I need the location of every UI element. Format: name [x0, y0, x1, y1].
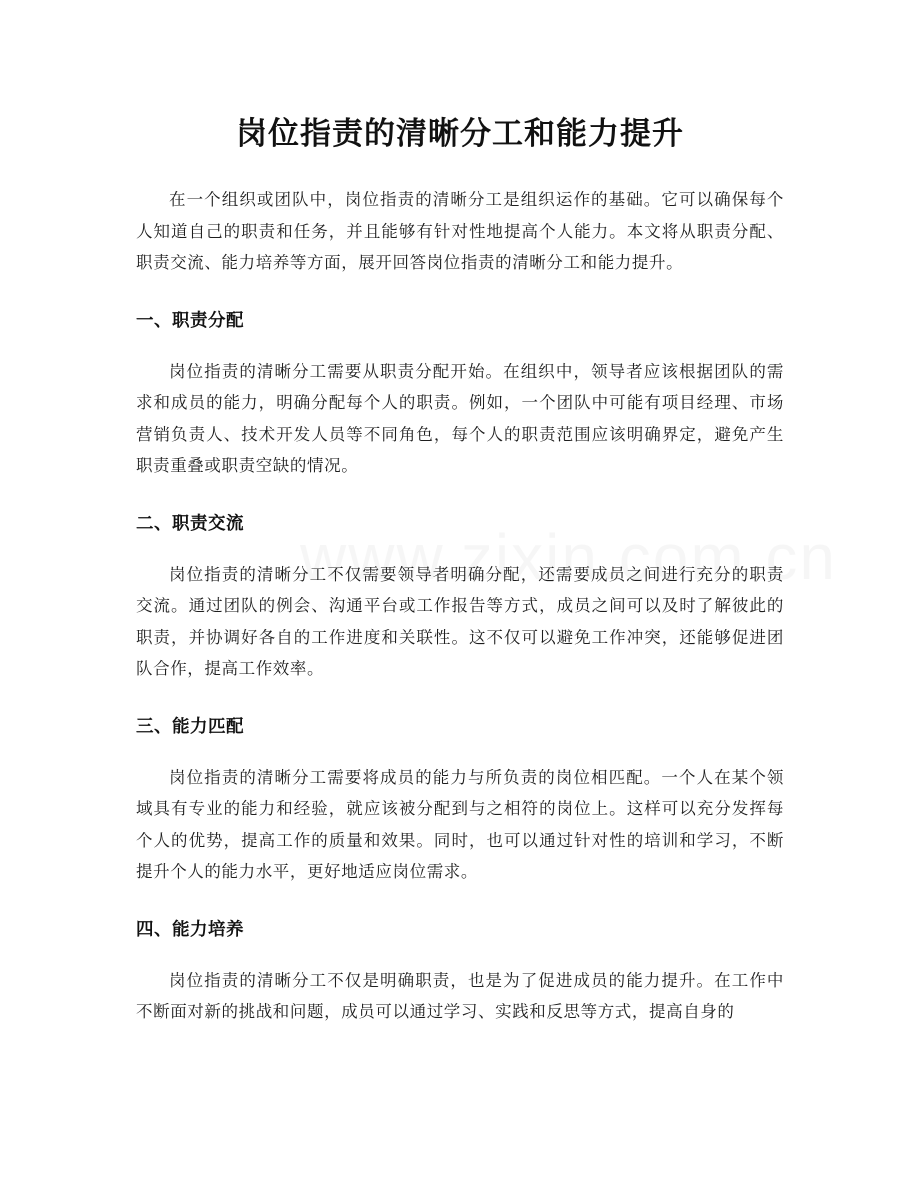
section-heading: 三、能力匹配	[136, 716, 244, 737]
document-title: 岗位指责的清晰分工和能力提升	[236, 116, 684, 152]
section-responsibility-allocation	[136, 307, 784, 482]
section-ability-development	[136, 916, 784, 1028]
document-body	[136, 184, 784, 1028]
section-paragraph: 岗位指责的清晰分工不仅需要领导者明确分配，还需要成员之间进行充分的职责交流。通过团队的例会、沟通平台或工作报告等方式，成员之间可以及时了解彼此的职责，并协调好各自的工作进度和关联性。这不仅可以避免工作冲突，还能够促进团队合作，提高工作效率。	[136, 564, 784, 678]
section-paragraph: 岗位指责的清晰分工需要将成员的能力与所负责的岗位相匹配。一个人在某个领域具有专业的能力和经验，就应该被分配到与之相符的岗位上。这样可以充分发挥每个人的优势，提高工作的质量和效果。同时，也可以通过针对性的培训和学习，不断提升个人的能力水平，更好地适应岗位需求。	[136, 767, 784, 881]
section-heading: 二、职责交流	[136, 513, 244, 534]
section-responsibility-communication	[136, 510, 784, 685]
section-paragraph: 岗位指责的清晰分工不仅是明确职责，也是为了促进成员的能力提升。在工作中不断面对新的挑战和问题，成员可以通过学习、实践和反思等方式，提高自身的	[136, 970, 784, 1021]
intro-paragraph: 在一个组织或团队中，岗位指责的清晰分工是组织运作的基础。它可以确保每个人知道自己的职责和任务，并且能够有针对性地提高个人能力。本文将从职责分配、职责交流、能力培养等方面，展开回答岗位指责的清晰分工和能力提升。	[136, 190, 784, 272]
section-heading: 四、能力培养	[136, 919, 244, 940]
section-paragraph: 岗位指责的清晰分工需要从职责分配开始。在组织中，领导者应该根据团队的需求和成员的能力，明确分配每个人的职责。例如，一个团队中可能有项目经理、市场营销负责人、技术开发人员等不同角色，每个人的职责范围应该明确界定，避免产生职责重叠或职责空缺的情况。	[136, 361, 784, 475]
section-heading: 一、职责分配	[136, 310, 244, 331]
section-ability-matching	[136, 713, 784, 888]
